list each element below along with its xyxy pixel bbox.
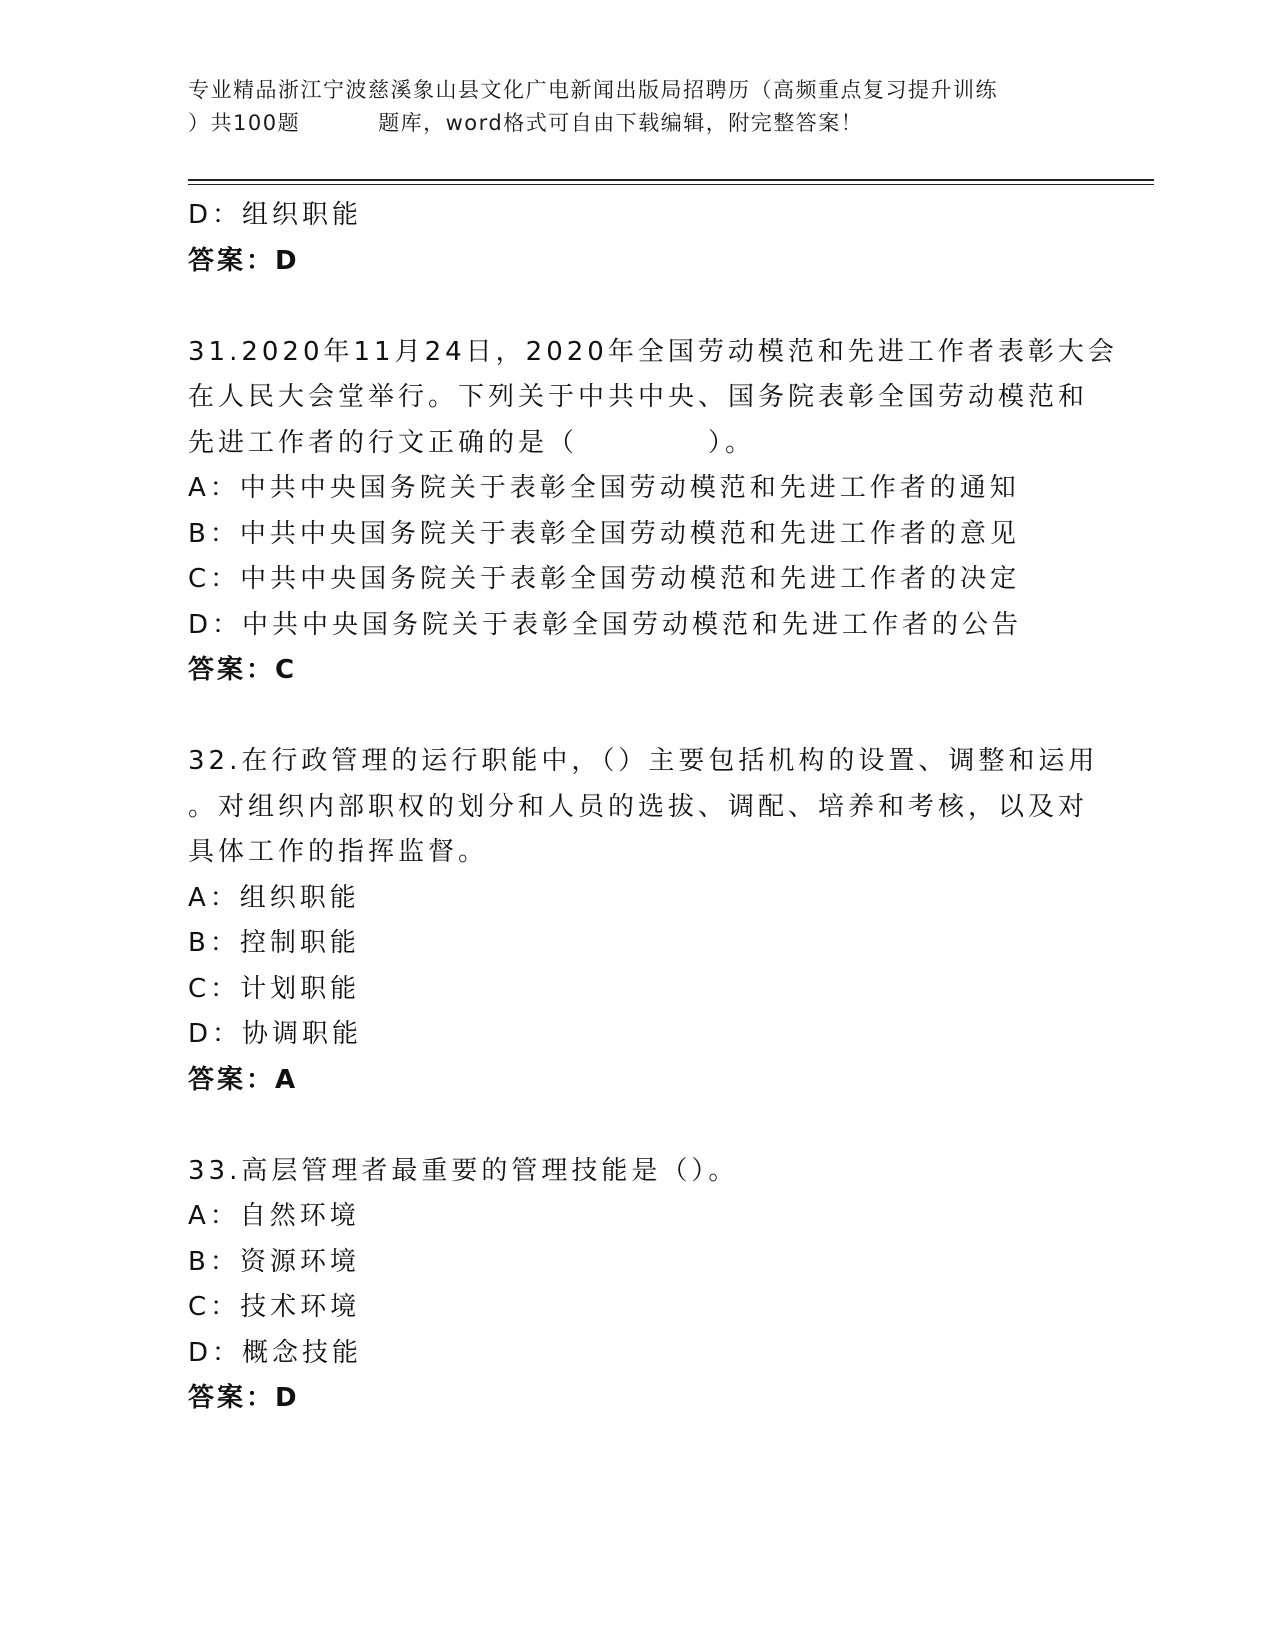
question-text-line: 具体工作的指挥监督。	[188, 837, 489, 867]
option-b: B：控制职能	[188, 928, 360, 958]
question-33	[188, 1149, 1088, 1422]
header-line-2-start: ）共100题	[188, 111, 301, 135]
question-32	[188, 739, 1099, 1103]
header-line-2-end: 题库，word格式可自由下载编辑，附完整答案！	[378, 111, 864, 135]
option-d: D：组织职能	[188, 200, 363, 230]
question-text-end: ）。	[708, 427, 756, 458]
option-b: B：资源环境	[188, 1246, 360, 1277]
question-31	[188, 330, 1118, 694]
option-b: B：中共中央国务院关于表彰全国劳动模范和先进工作者的意见	[188, 518, 1020, 549]
question-text-start: 先进工作者的行文正确的是（	[188, 427, 579, 458]
question-text-line: 32.在行政管理的运行职能中，（）主要包括机构的设置、调整和运用	[188, 746, 1099, 776]
option-a: A：组织职能	[188, 882, 360, 913]
header-line-2	[188, 107, 1088, 140]
header-divider-thin	[188, 184, 1154, 185]
answer-line: 答案：D	[188, 1383, 300, 1413]
document-body	[188, 193, 1118, 1422]
answer-line: 答案：C	[188, 655, 298, 685]
question-text-line: 在人民大会堂举行。下列关于中共中央、国务院表彰全国劳动模范和	[188, 382, 1089, 412]
option-d: D：概念技能	[188, 1337, 363, 1368]
question-text-line: 33.高层管理者最重要的管理技能是（）。	[188, 1155, 739, 1186]
option-d: D：协调职能	[188, 1019, 363, 1049]
answer-line: 答案：D	[188, 245, 300, 276]
option-a: A：自然环境	[188, 1201, 360, 1231]
question-text-line: 。对组织内部职权的划分和人员的选拔、调配、培养和考核，以及对	[188, 791, 1089, 822]
question-text-line: 31.2020年11月24日，2020年全国劳动模范和先进工作者表彰大会	[188, 336, 1118, 367]
page-header	[188, 74, 1088, 140]
header-line-1: 专业精品浙江宁波慈溪象山县文化广电新闻出版局招聘历（高频重点复习提升训练	[188, 78, 998, 102]
option-c: C：计划职能	[188, 973, 361, 1004]
answer-line: 答案：A	[188, 1064, 299, 1095]
question-30-tail	[188, 193, 1088, 284]
option-c: C：技术环境	[188, 1292, 361, 1322]
question-text-line	[188, 421, 1088, 467]
header-divider-thick	[188, 179, 1154, 181]
option-a: A：中共中央国务院关于表彰全国劳动模范和先进工作者的通知	[188, 473, 1020, 503]
option-d: D：中共中央国务院关于表彰全国劳动模范和先进工作者的公告	[188, 609, 1023, 640]
option-c: C：中共中央国务院关于表彰全国劳动模范和先进工作者的决定	[188, 564, 1021, 594]
